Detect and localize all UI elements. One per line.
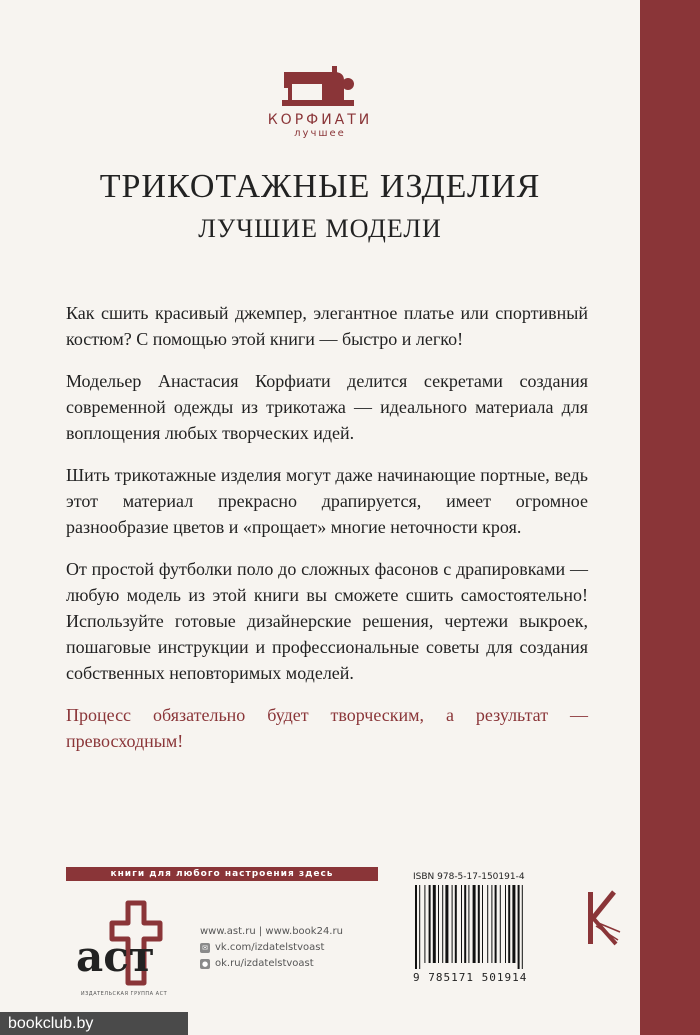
publisher-links	[200, 924, 343, 972]
link-ok[interactable]: ok.ru/izdatelstvoast	[215, 958, 314, 969]
description-paragraph: Модельер Анастасия Корфиати делится секретами создания современной одежды из трикотажа — идеального материала для воплощения любых творческих идей.	[66, 371, 588, 443]
description-closing: Процесс обязательно будет творческим, а результат — превосходным!	[66, 705, 588, 751]
description-paragraph: От простой футболки поло до сложных фасонов с драпировками — любую модель из этой книги вы сможете сшить самостоятельно! Используйте готовые дизайнерские решения, чертежи выкроек, пошаговые инструкции и профессиональные советы для создания собственных неповторимых моделей.	[66, 559, 588, 683]
publisher-tagline: книги для любого настроения здесь	[66, 867, 378, 881]
ast-logo-icon	[70, 895, 170, 995]
isbn-text: ISBN 978-5-17-150191-4	[413, 872, 525, 882]
link-sites[interactable]: www.ast.ru | www.book24.ru	[200, 926, 343, 937]
series-logo	[0, 64, 640, 139]
links-ok-row	[200, 956, 343, 972]
publisher-caption: ИЗДАТЕЛЬСКАЯ ГРУППА АСТ	[80, 991, 168, 997]
series-brand: КОРФИАТИ	[267, 112, 373, 128]
barcode-icon	[413, 885, 563, 969]
series-subtitle: лучшее	[294, 128, 346, 139]
description-paragraph: Шить трикотажные изделия могут даже начинающие портные, ведь этот материал прекрасно драпируется, имеет огромное разнообразие цветов и «прощает» многие неточности кроя.	[66, 465, 588, 537]
barcode-block	[413, 872, 573, 1002]
ok-icon: ●	[201, 960, 209, 968]
book-subtitle: ЛУЧШИЕ МОДЕЛИ	[198, 214, 442, 243]
description-text	[66, 300, 588, 770]
ast-logo-text: аст	[76, 932, 155, 981]
book-title: ТРИКОТАЖНЫЕ ИЗДЕЛИЯ	[99, 168, 541, 205]
links-vk-row	[200, 940, 343, 956]
link-vk[interactable]: vk.com/izdatelstvoast	[215, 942, 325, 953]
barcode-number: 9 785171 501914	[413, 971, 528, 984]
watermark: bookclub.by	[0, 1012, 188, 1035]
description-paragraph: Как сшить красивый джемпер, элегантное платье или спортивный костюм? С помощью этой книги — быстро и легко!	[66, 303, 588, 349]
k-publisher-icon	[582, 888, 622, 948]
vk-icon: ✉	[200, 943, 210, 953]
spine-strip	[640, 0, 700, 1035]
links-sites-row	[200, 924, 343, 940]
sewing-machine-icon	[278, 64, 362, 110]
